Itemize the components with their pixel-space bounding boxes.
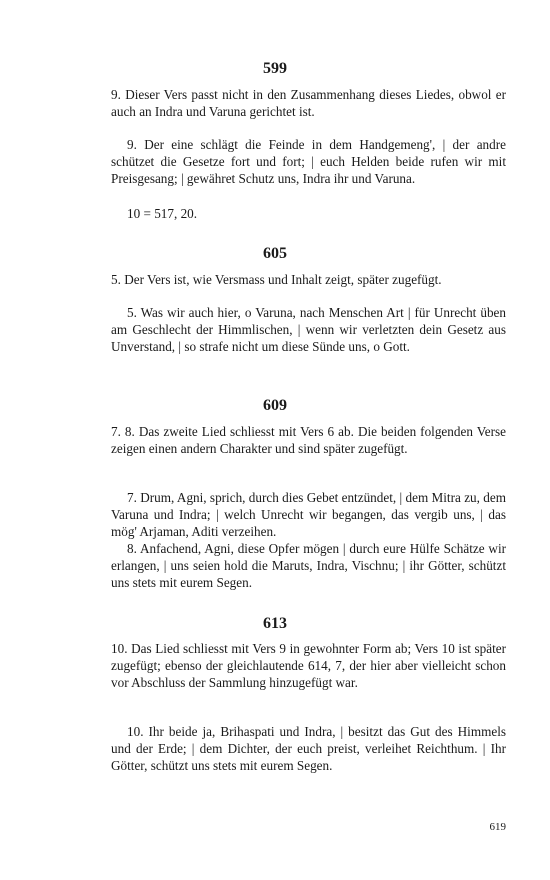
verse-599-9: 9. Der eine schlägt die Feinde in dem Handgemeng', | der andre schützet die Gesetze fort und fort; | euch Helden beide rufen wir mit Preisgesang; | gewähret Schutz uns, Indra ihr und Varuna. — [111, 137, 506, 187]
note-599: 9. Dieser Vers passt nicht in den Zusammenhang dieses Liedes, obwol er auch an Indra und Varuna gerichtet ist. — [111, 87, 506, 120]
verse-605-5: 5. Was wir auch hier, o Varuna, nach Menschen Art | für Unrecht üben am Geschlecht der Himmlischen, | wenn wir verletzten dein Gesetz aus Unverstand, | so strafe nicht um diese Sünde uns, o Gott. — [111, 305, 506, 355]
verse-609-7: 7. Drum, Agni, sprich, durch dies Gebet entzündet, | dem Mitra zu, dem Varuna und Indra; | welch Unrecht wir begangen, das vergib uns, | das mög' Arjaman, Aditi verzeihen. — [111, 490, 506, 540]
section-heading-605: 605 — [263, 245, 287, 262]
verse-613-10: 10. Ihr beide ja, Brihaspati und Indra, | besitzt das Gut des Himmels und der Erde; | dem Dichter, der euch preist, verleihet Reichthum. | Ihr Götter, schützt uns stets mit eurem Segen. — [111, 724, 506, 774]
page-number: 619 — [489, 821, 506, 833]
note-605: 5. Der Vers ist, wie Versmass und Inhalt zeigt, später zugefügt. — [111, 272, 442, 287]
note-613: 10. Das Lied schliesst mit Vers 9 in gewohnter Form ab; Vers 10 ist später zugefügt; ebenso der gleichlautende 614, 7, der hier aber vielleicht schon vor Abschluss der Sammlung hinzugefügt war. — [111, 641, 506, 691]
cross-reference-599-10: 10 = 517, 20. — [127, 206, 198, 221]
section-heading-613: 613 — [263, 615, 287, 632]
section-heading-609: 609 — [263, 397, 287, 414]
note-609: 7. 8. Das zweite Lied schliesst mit Vers 6 ab. Die beiden folgenden Verse zeigen einen andern Charakter und sind später zugefügt. — [111, 424, 506, 457]
verse-609-8: 8. Anfachend, Agni, diese Opfer mögen | durch eure Hülfe Schätze wir erlangen, | uns seien hold die Maruts, Indra, Vischnu; | ihr Götter, schützt uns stets mit eurem Segen. — [111, 541, 506, 591]
section-heading-599: 599 — [263, 60, 287, 77]
